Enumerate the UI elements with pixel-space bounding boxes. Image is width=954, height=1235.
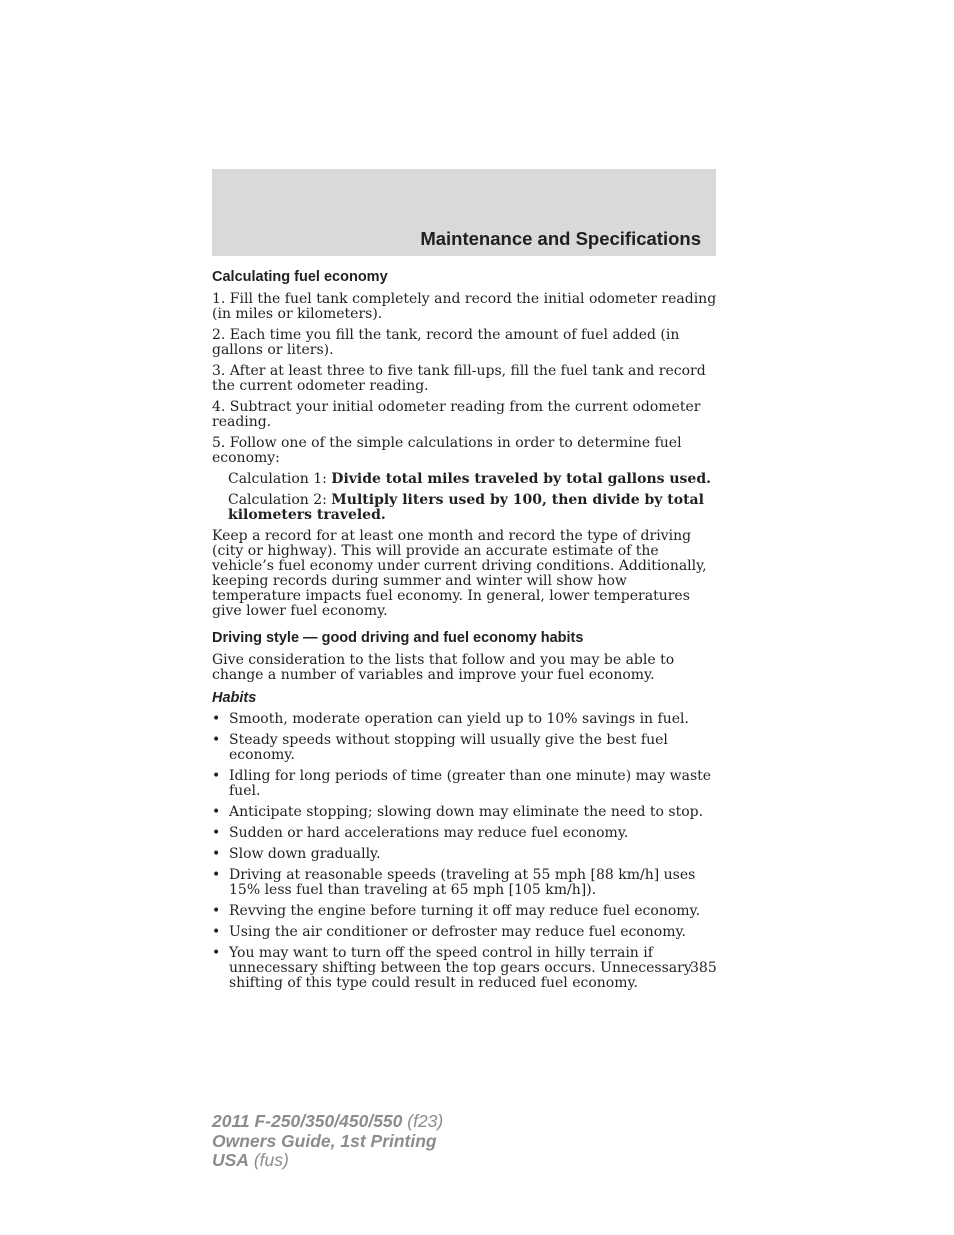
step-5: 5. Follow one of the simple calculations in order to determine fuel economy: (212, 435, 682, 466)
bullet-icon: • (212, 804, 221, 820)
bullet-icon: • (212, 768, 221, 784)
page-content (212, 268, 717, 997)
calculation-2-label: Calculation 2: (228, 492, 332, 508)
step-1: 1. Fill the fuel tank completely and record the initial odometer reading (in miles or kilometers). (212, 291, 717, 322)
bullet-icon: • (212, 711, 221, 727)
list-item: • You may want to turn off the speed control in hilly terrain if unnecessary shifting between the top gears occurs. Unnecessary shifting of this type could result in reduced fuel economy. (212, 945, 692, 991)
bullet-icon: • (212, 825, 221, 841)
bullet-icon: • (212, 732, 221, 748)
list-item: • Steady speeds without stopping will usually give the best fuel economy. (212, 732, 668, 763)
footer-line-region: USA (fus) (212, 1150, 289, 1170)
footer-line-model: 2011 F-250/350/450/550 (f23) (212, 1111, 444, 1131)
list-item: • Anticipate stopping; slowing down may eliminate the need to stop. (212, 804, 704, 820)
heading-habits: Habits (212, 690, 257, 706)
section-title: Maintenance and Specifications (420, 228, 701, 249)
calculation-2-text: Multiply liters used by 100, then divide by total kilometers traveled. (228, 492, 704, 523)
step-2: 2. Each time you fill the tank, record the amount of fuel added (in gallons or liters). (212, 327, 680, 358)
list-item: • Sudden or hard accelerations may reduce fuel economy. (212, 825, 629, 841)
list-item: • Idling for long periods of time (greater than one minute) may waste fuel. (212, 768, 712, 799)
bullet-icon: • (212, 867, 221, 883)
calculation-1-text: Divide total miles traveled by total gallons used. (331, 471, 712, 487)
heading-driving-style: Driving style — good driving and fuel economy habits (212, 630, 584, 646)
document-footer (212, 1112, 443, 1171)
list-item: • Smooth, moderate operation can yield up to 10% savings in fuel. (212, 711, 689, 727)
calculation-1 (228, 472, 717, 487)
list-item: • Using the air conditioner or defroster may reduce fuel economy. (212, 924, 686, 940)
list-item: • Driving at reasonable speeds (traveling at 55 mph [88 km/h] uses 15% less fuel than traveling at 65 mph [105 km/h]). (212, 867, 696, 898)
step-3: 3. After at least three to five tank fill-ups, fill the fuel tank and record the current odometer reading. (212, 363, 706, 394)
bullet-icon: • (212, 945, 221, 961)
footer-line-printing: Owners Guide, 1st Printing (212, 1130, 437, 1151)
driving-style-intro: Give consideration to the lists that follow and you may be able to change a number of variables and improve your fuel economy. (212, 652, 675, 683)
bullet-icon: • (212, 846, 221, 862)
section-header-band (212, 169, 716, 256)
list-item: • Slow down gradually. (212, 846, 381, 862)
step-4: 4. Subtract your initial odometer reading from the current odometer reading. (212, 399, 701, 430)
list-item: • Revving the engine before turning it off may reduce fuel economy. (212, 903, 701, 919)
bullet-icon: • (212, 924, 221, 940)
calculation-2 (228, 493, 717, 523)
bullet-icon: • (212, 903, 221, 919)
calculation-1-label: Calculation 1: (228, 471, 332, 487)
record-paragraph: Keep a record for at least one month and record the type of driving (city or highway). This will provide an accurate estimate of the vehicle’s fuel economy under current driving conditions. Additionally, keeping records during summer and winter will show how temperature impacts fuel economy. In general, lower temperatures give lower fuel economy. (212, 528, 707, 619)
habits-list (212, 712, 717, 991)
page-number: 385 (690, 960, 717, 976)
heading-calculating-fuel-economy: Calculating fuel economy (212, 269, 388, 285)
